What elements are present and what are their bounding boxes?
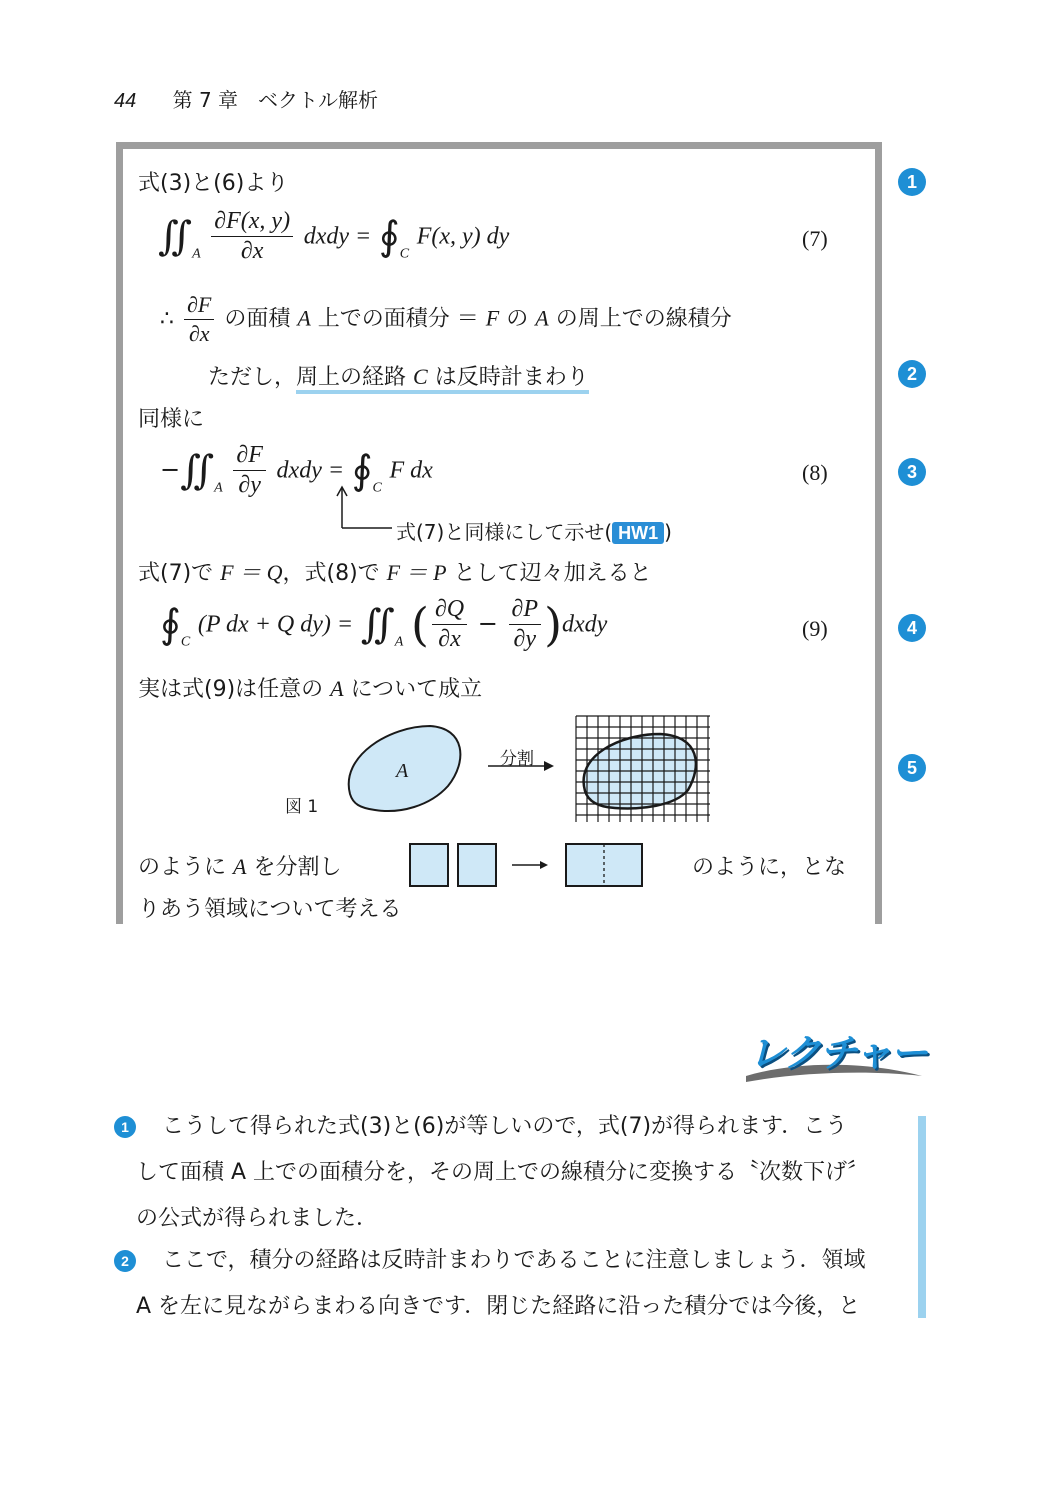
side-badge-5: 5 [898, 754, 926, 782]
text: 実は式(9)は任意の [138, 677, 324, 702]
divide-line-cont: のように，とな [692, 855, 847, 880]
side-badge-1: 1 [898, 168, 926, 196]
minus-sign: − [477, 609, 498, 638]
lecture-line: して面積 A 上での面積分を，その周上での線積分に変換する〝次数下げ〞 [136, 1160, 870, 1185]
text: ただし， [208, 365, 297, 390]
lecture-paragraph-1 [136, 1104, 869, 1242]
equation-number-9: (9) [802, 616, 828, 641]
side-badge-3: 3 [898, 458, 926, 486]
fraction-denominator: ∂x [188, 321, 210, 346]
fraction-numerator: ∂F(x, y) [211, 208, 293, 237]
lecture-title: レクチャー [748, 1031, 927, 1075]
figure-1 [280, 706, 720, 836]
box-line-1: 式(3)と(6)より [138, 171, 289, 196]
double-integral-symbol: ∬ [360, 601, 395, 648]
holds-line [138, 672, 482, 703]
fraction-denominator: ∂x [240, 238, 264, 264]
fraction-dF-dx [211, 208, 293, 265]
var-a: A [330, 676, 344, 701]
annotation-arrow [330, 484, 400, 534]
equation-number-7: (7) [802, 226, 828, 251]
subscript-c: C [372, 480, 382, 496]
therefore-line [160, 292, 732, 347]
adjacent-regions-diagram [408, 842, 648, 888]
gridded-region [576, 716, 710, 822]
side-badge-4: 4 [898, 614, 926, 642]
equation-9 [160, 596, 607, 653]
therefore-symbol: ∴ [160, 306, 174, 332]
eq7-rhs: F(x, y) dy [416, 223, 510, 250]
double-integral-symbol: ∬ [180, 447, 215, 494]
fraction-dP-dy [509, 596, 542, 653]
text: の面積 [224, 306, 291, 332]
fraction-numerator: ∂F [184, 292, 214, 320]
proviso-line [208, 360, 589, 391]
side-badge-2: 2 [898, 360, 926, 388]
highlighted-path-note [296, 365, 589, 394]
subscript-c: C [180, 634, 191, 650]
text: 式(7)と同様にして示せ( [396, 520, 613, 544]
subscript-a: A [192, 246, 201, 262]
eq9-tail: dxdy [562, 611, 608, 638]
double-integral-symbol: ∬ [158, 213, 193, 260]
text: 周上の経路 [296, 365, 407, 390]
equation-inline: F ＝ P [386, 560, 447, 585]
text: の周上での線積分 [555, 306, 732, 332]
contour-integral-symbol: ∮ [160, 601, 181, 648]
equation-inline: F ＝ Q [220, 560, 283, 585]
divide-line-2: りあう領域について考える [138, 897, 402, 922]
fraction-denominator: ∂y [513, 626, 537, 652]
chapter-title: 第 7 章 ベクトル解析 [172, 88, 379, 112]
figure-caption: 図 1 [285, 797, 319, 817]
combine-line [138, 556, 652, 587]
text: 式(7)で [138, 561, 214, 586]
text: として辺々加えると [453, 561, 652, 586]
fraction-numerator: ∂P [509, 596, 542, 625]
hw-note [396, 516, 672, 545]
fraction-dQ-dx [432, 596, 467, 653]
equation-7 [158, 208, 509, 265]
subscript-a: A [394, 634, 404, 650]
fraction-denominator: ∂x [438, 626, 461, 652]
text: は反時計まわり [434, 365, 589, 390]
lecture-line: の公式が得られました． [136, 1206, 379, 1231]
subscript-a: A [214, 480, 223, 496]
text: のように [138, 855, 227, 880]
fraction-dF-dy [233, 442, 266, 499]
lecture-badge-2: 2 [114, 1250, 136, 1272]
fraction-numerator: ∂F [233, 442, 266, 471]
likewise-line: 同様に [138, 407, 205, 432]
left-paren: ( [410, 597, 429, 652]
var-a: A [297, 305, 311, 331]
lecture-line: こうして得られた式(3)と(6)が等しいので，式(7)が得られます．こう [162, 1114, 848, 1139]
text: について成立 [350, 677, 483, 702]
lecture-paragraph-2 [136, 1238, 866, 1330]
var-a: A [535, 305, 549, 331]
eq8-rhs: F dx [389, 457, 433, 484]
var-c: C [413, 364, 428, 389]
fraction-denominator: ∂y [238, 472, 261, 498]
var-a: A [233, 854, 247, 879]
right-paren: ) [544, 597, 563, 652]
subscript-c: C [399, 246, 410, 262]
divide-label: 分割 [500, 749, 534, 769]
left-square [410, 844, 448, 886]
minus-sign: − [160, 455, 181, 484]
fraction-numerator: ∂Q [432, 596, 467, 625]
lecture-line: A を左に見ながらまわる向きです．閉じた経路に沿った積分では今後，と [136, 1294, 861, 1319]
text: の [506, 306, 529, 332]
text: ，式(8)で [282, 561, 380, 586]
eq8-middle: dxdy = [276, 457, 345, 484]
join-arrowhead [540, 861, 548, 869]
text: を分割し [253, 855, 342, 880]
region-label-a: A [396, 760, 409, 782]
page-number: 44 [114, 90, 137, 112]
hw1-badge[interactable]: HW1 [612, 522, 664, 544]
divide-line [138, 850, 341, 881]
lecture-badge-1: 1 [114, 1116, 136, 1138]
right-square [458, 844, 496, 886]
contour-integral-symbol: ∮ [351, 447, 373, 494]
text: 上での面積分 ＝ [317, 306, 479, 332]
var-f: F [485, 305, 500, 331]
lecture-sidebar-bar [918, 1116, 926, 1318]
contour-integral-symbol: ∮ [378, 213, 400, 260]
fraction-dF-dx-small [184, 292, 214, 347]
running-header [114, 84, 378, 113]
eq9-lhs: (P dx + Q dy) = [197, 611, 354, 638]
divide-arrowhead [544, 761, 554, 771]
lecture-line: ここで，積分の経路は反時計まわりであることに注意しましょう．領域 [162, 1248, 866, 1273]
text: ) [664, 520, 672, 544]
equation-number-8: (8) [802, 460, 828, 485]
eq7-middle: dxdy = [303, 223, 372, 250]
